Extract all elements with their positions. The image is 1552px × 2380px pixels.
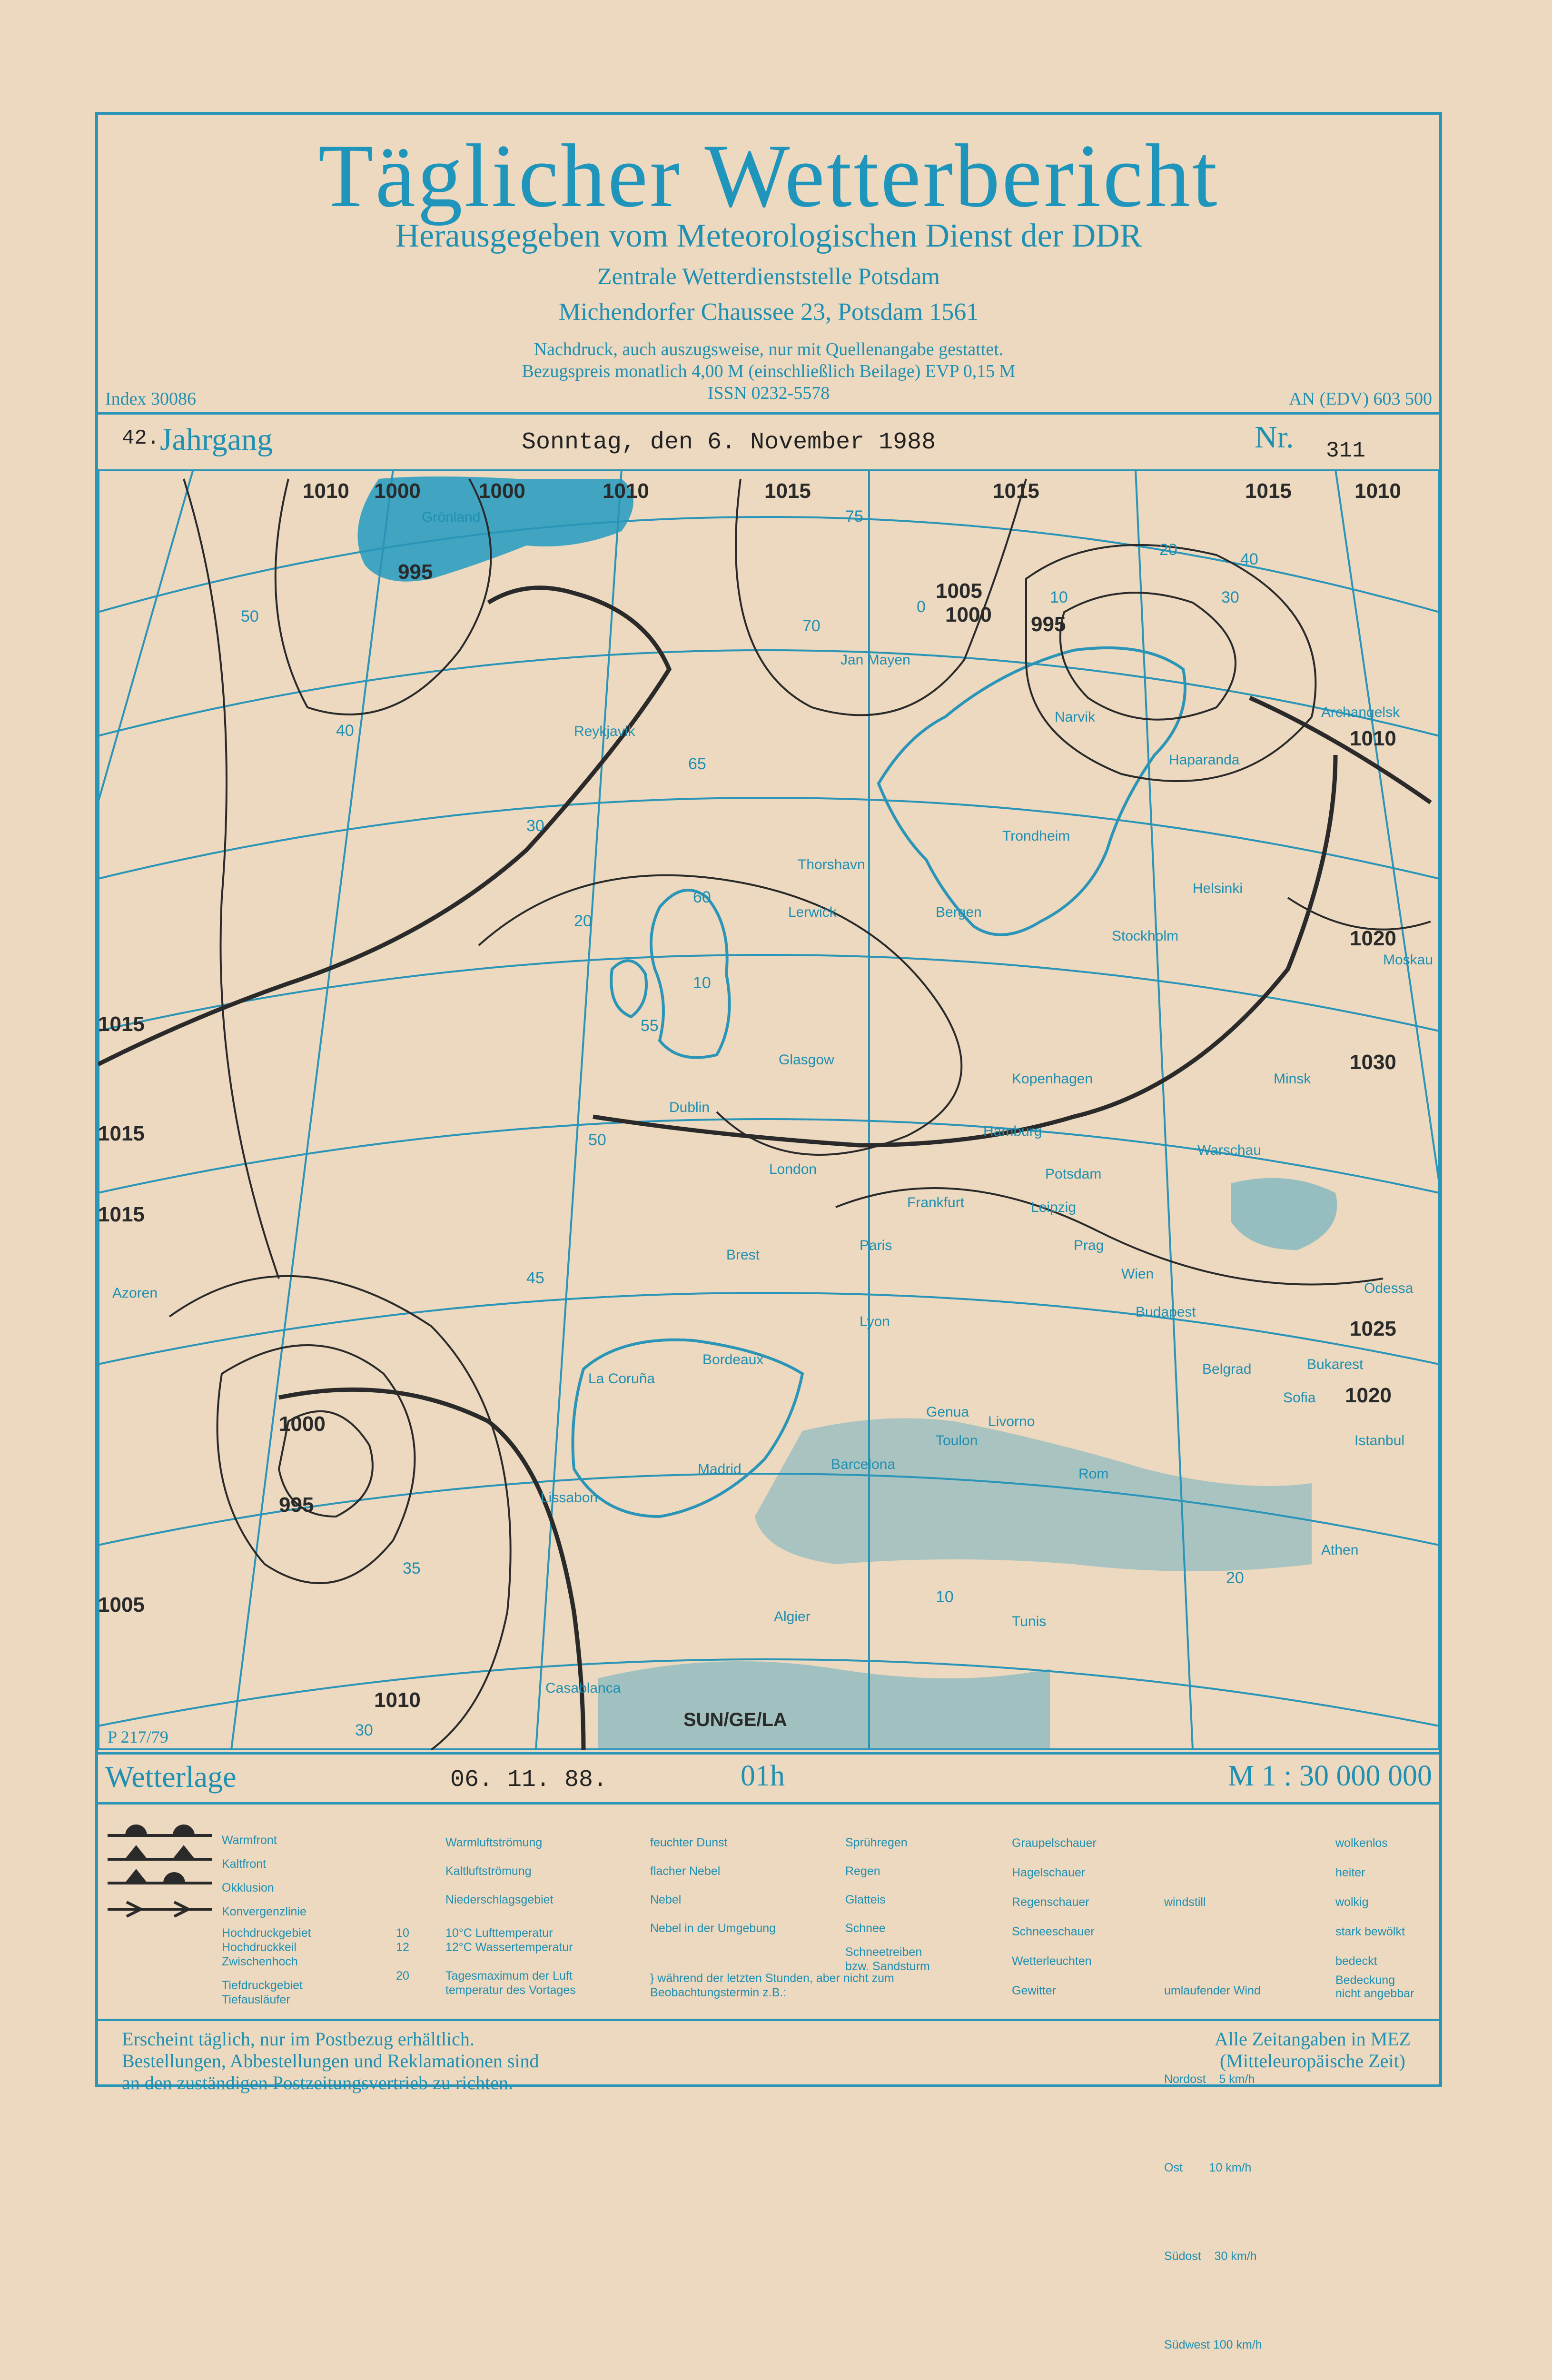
- an-edv-number: AN (EDV) 603 500: [1289, 389, 1432, 409]
- svg-text:1005: 1005: [98, 1593, 145, 1616]
- svg-text:1015: 1015: [993, 479, 1039, 503]
- svg-text:1000: 1000: [945, 603, 992, 626]
- svg-text:1010: 1010: [303, 479, 349, 503]
- legend-num-20: 20: [396, 1969, 409, 1983]
- notice: [98, 338, 1439, 404]
- nr-value: 311: [1326, 438, 1365, 463]
- svg-text:Bukarest: Bukarest: [1307, 1357, 1364, 1372]
- legend-gewitter: Gewitter: [1012, 1984, 1057, 1997]
- legend-wolkenlos: wolkenlos: [1335, 1836, 1388, 1850]
- svg-text:40: 40: [1240, 550, 1258, 568]
- svg-text:Lerwick: Lerwick: [788, 904, 837, 920]
- legend-wolkig: wolkig: [1335, 1895, 1369, 1909]
- svg-text:Azoren: Azoren: [112, 1285, 158, 1301]
- svg-text:30: 30: [355, 1721, 373, 1739]
- legend-temp-nums: [379, 1926, 426, 1983]
- legend-zwischenhoch: Zwischenhoch: [222, 1955, 298, 1968]
- svg-text:Odessa: Odessa: [1364, 1280, 1414, 1296]
- svg-text:10: 10: [936, 1588, 954, 1606]
- svg-text:Prag: Prag: [1074, 1238, 1104, 1253]
- legend-regen: Regen: [845, 1864, 880, 1878]
- map-scale: M 1 : 30 000 000: [1228, 1760, 1432, 1792]
- svg-text:Hamburg: Hamburg: [983, 1123, 1042, 1139]
- svg-text:35: 35: [403, 1559, 421, 1577]
- legend-col7: [1335, 1828, 1405, 1976]
- footer-line-3: an den zuständigen Postzeitungsvertrieb zu richten.: [122, 2072, 513, 2093]
- svg-text:30: 30: [1221, 588, 1239, 606]
- svg-text:10: 10: [693, 974, 711, 992]
- footer-right: [1215, 2028, 1411, 2072]
- legend-wetterleuchten: Wetterleuchten: [1012, 1954, 1092, 1968]
- svg-text:45: 45: [526, 1269, 544, 1287]
- svg-text:London: London: [769, 1161, 817, 1177]
- legend-regenschauer: Regenschauer: [1012, 1895, 1089, 1909]
- svg-text:Belgrad: Belgrad: [1202, 1361, 1252, 1377]
- svg-text:1010: 1010: [603, 479, 649, 503]
- legend-note-1: } während der letzten Stunden, aber nicht zum: [650, 1972, 894, 1985]
- svg-text:Livorno: Livorno: [988, 1414, 1035, 1429]
- svg-text:Haparanda: Haparanda: [1169, 752, 1240, 768]
- svg-text:10: 10: [1050, 588, 1068, 606]
- svg-text:20: 20: [1159, 541, 1177, 559]
- svg-text:Archangelsk: Archangelsk: [1321, 704, 1400, 720]
- legend-nordost: Nordost 5 km/h: [1164, 2073, 1255, 2086]
- svg-text:1000: 1000: [479, 479, 525, 503]
- svg-text:Jan Mayen: Jan Mayen: [840, 652, 910, 668]
- legend-warmluft: Warmluftströmung: [445, 1836, 543, 1849]
- svg-text:Potsdam: Potsdam: [1045, 1166, 1102, 1182]
- svg-text:1015: 1015: [98, 1122, 145, 1145]
- page-frame: [95, 112, 1442, 2351]
- svg-text:Lissabon: Lissabon: [541, 1490, 598, 1506]
- svg-text:Minsk: Minsk: [1274, 1071, 1311, 1087]
- svg-text:995: 995: [398, 560, 433, 584]
- svg-text:1015: 1015: [98, 1012, 145, 1036]
- legend-tagesmax-2: temperatur des Vortages: [445, 1983, 576, 1997]
- svg-text:1020: 1020: [1345, 1384, 1392, 1407]
- front-symbols: [108, 1819, 222, 2019]
- svg-text:Toulon: Toulon: [936, 1433, 978, 1448]
- footer-left: [122, 2028, 539, 2094]
- legend-lufttemp: 10°C Lufttemperatur: [445, 1926, 553, 1940]
- legend-tiefdruckgebiet: Tiefdruckgebiet: [222, 1979, 303, 1992]
- svg-text:Budapest: Budapest: [1136, 1304, 1196, 1320]
- map-bottom-rule: [98, 1752, 1439, 1755]
- publisher: Herausgegeben vom Meteorologischen Dienst der DDR: [395, 218, 1142, 254]
- legend-nebel-umgebung: Nebel in der Umgebung: [650, 1922, 776, 1935]
- svg-text:20: 20: [1226, 1569, 1244, 1587]
- legend-col4: [845, 1828, 908, 1943]
- legend-ost: Ost 10 km/h: [1164, 2161, 1252, 2174]
- svg-text:995: 995: [279, 1493, 314, 1517]
- svg-text:Casablanca: Casablanca: [545, 1680, 621, 1696]
- notice-line-2: Bezugspreis monatlich 4,00 M (einschließlich Beilage) EVP 0,15 M: [522, 361, 1016, 381]
- svg-text:1000: 1000: [374, 479, 421, 503]
- legend-schneetreiben: [845, 1945, 930, 1973]
- svg-text:1015: 1015: [1245, 479, 1292, 503]
- legend-note: [650, 1971, 894, 2000]
- svg-text:Paris: Paris: [860, 1238, 892, 1253]
- svg-text:65: 65: [688, 755, 706, 773]
- svg-text:1010: 1010: [374, 1688, 421, 1712]
- weather-map: [98, 469, 1439, 1750]
- legend-bedeckung: [1335, 1973, 1414, 2000]
- legend-col2: [445, 1828, 554, 1914]
- svg-text:Tunis: Tunis: [1012, 1614, 1047, 1629]
- svg-text:Bordeaux: Bordeaux: [702, 1352, 764, 1368]
- legend-note-2: Beobachtungstermin z.B.:: [650, 1986, 787, 1999]
- legend-flacher-nebel: flacher Nebel: [650, 1864, 721, 1878]
- svg-text:50: 50: [241, 607, 259, 625]
- svg-text:Narvik: Narvik: [1055, 709, 1096, 725]
- issn: ISSN 0232-5578: [707, 383, 830, 403]
- index-number: Index 30086: [105, 389, 197, 409]
- legend-windstill: windstill: [1164, 1895, 1206, 1909]
- legend-konvergenzlinie: Konvergenzlinie: [222, 1905, 306, 1918]
- svg-text:50: 50: [588, 1131, 606, 1149]
- svg-text:Barcelona: Barcelona: [831, 1457, 896, 1472]
- footer-right-2: (Mitteleuropäische Zeit): [1220, 2050, 1405, 2072]
- svg-text:Dublin: Dublin: [669, 1100, 710, 1115]
- svg-text:40: 40: [336, 722, 354, 740]
- legend-schneetreiben-1: Schneetreiben: [845, 1945, 922, 1959]
- svg-text:Lyon: Lyon: [860, 1314, 890, 1329]
- issue-date: Sonntag, den 6. November 1988: [522, 429, 936, 456]
- legend-schnee: Schnee: [845, 1922, 886, 1935]
- svg-text:La Coruña: La Coruña: [588, 1371, 655, 1387]
- svg-text:Brest: Brest: [726, 1247, 760, 1263]
- legend-hagel: Hagelschauer: [1012, 1866, 1086, 1879]
- svg-text:Warschau: Warschau: [1197, 1142, 1261, 1158]
- svg-text:Grönland: Grönland: [422, 509, 481, 525]
- legend-col3: [650, 1828, 776, 1943]
- legend-spruehregen: Sprühregen: [845, 1836, 908, 1849]
- header-rule: [98, 412, 1439, 415]
- svg-text:Algier: Algier: [774, 1609, 811, 1625]
- legend-bedeckung-2: nicht angebbar: [1335, 1987, 1414, 2000]
- legend-temps: [445, 1926, 576, 1997]
- svg-text:Rom: Rom: [1078, 1466, 1109, 1482]
- legend-stark-bewoelkt: stark bewölkt: [1335, 1925, 1405, 1938]
- svg-text:1000: 1000: [279, 1412, 326, 1436]
- svg-text:Thorshavn: Thorshavn: [798, 857, 865, 873]
- legend-bedeckung-1: Bedeckung: [1335, 1973, 1395, 1987]
- legend-umlaufend: umlaufender Wind: [1164, 1984, 1261, 1997]
- wetterlage-label: Wetterlage: [105, 1760, 237, 1794]
- notice-line-1: Nachdruck, auch auszugsweise, nur mit Quellenangabe gestattet.: [534, 339, 1004, 359]
- svg-text:1020: 1020: [1350, 927, 1396, 950]
- legend-glatteis: Glatteis: [845, 1893, 886, 1906]
- svg-text:70: 70: [802, 617, 820, 635]
- svg-text:Bergen: Bergen: [936, 904, 982, 920]
- svg-text:Genua: Genua: [926, 1404, 969, 1420]
- legend-suedwest: Südwest 100 km/h: [1164, 2338, 1262, 2351]
- legend-num-12: 12: [396, 1941, 409, 1954]
- svg-text:1030: 1030: [1350, 1051, 1396, 1074]
- legend-top-rule: [98, 1802, 1439, 1805]
- footer-right-1: Alle Zeitangaben in MEZ: [1214, 2028, 1411, 2050]
- legend-schneetreiben-2: bzw. Sandsturm: [845, 1960, 930, 1973]
- map-reference: P 217/79: [108, 1727, 168, 1746]
- svg-text:Glasgow: Glasgow: [779, 1052, 834, 1068]
- svg-text:Frankfurt: Frankfurt: [907, 1195, 965, 1210]
- legend-wassertemp: 12°C Wassertemperatur: [445, 1941, 573, 1954]
- svg-text:60: 60: [693, 888, 711, 906]
- jahrgang-label: Jahrgang: [160, 422, 273, 457]
- svg-text:995: 995: [1031, 613, 1066, 636]
- legend-niederschlag: Niederschlagsgebiet: [445, 1893, 554, 1906]
- svg-text:Athen: Athen: [1321, 1542, 1359, 1558]
- legend-hochdruckkeil: Hochdruckkeil: [222, 1941, 297, 1954]
- svg-text:Kopenhagen: Kopenhagen: [1012, 1071, 1093, 1087]
- svg-text:1025: 1025: [1350, 1317, 1396, 1340]
- legend-num-10: 10: [396, 1926, 409, 1940]
- legend-hochdruckgebiet: Hochdruckgebiet: [222, 1926, 311, 1940]
- legend-col1: [222, 1828, 306, 1924]
- office: Zentrale Wetterdienststelle Potsdam: [597, 263, 940, 289]
- svg-text:1015: 1015: [764, 479, 811, 503]
- legend-kaltfront: Kaltfront: [222, 1857, 267, 1871]
- legend-tiefauslaeufer: Tiefausläufer: [222, 1993, 290, 2006]
- legend-col6: [1164, 1828, 1262, 2380]
- svg-text:Sofia: Sofia: [1283, 1390, 1316, 1406]
- footer-line-2: Bestellungen, Abbestellungen und Reklamationen sind: [122, 2050, 539, 2072]
- svg-text:0: 0: [917, 598, 926, 616]
- svg-text:1010: 1010: [1350, 727, 1396, 750]
- legend-tagesmax: Tagesmaximum der Luft: [445, 1969, 573, 1983]
- map-time: 01h: [741, 1760, 785, 1792]
- jahrgang-number: 42.: [122, 426, 160, 450]
- svg-text:1015: 1015: [98, 1203, 145, 1226]
- page-title: Täglicher Wetterbericht: [318, 126, 1219, 226]
- legend-nebel: Nebel: [650, 1893, 682, 1906]
- svg-text:55: 55: [641, 1017, 659, 1035]
- legend-okklusion: Okklusion: [222, 1881, 274, 1894]
- svg-text:Madrid: Madrid: [698, 1461, 741, 1477]
- address: Michendorfer Chaussee 23, Potsdam 1561: [558, 298, 979, 326]
- legend-schneeschauer: Schneeschauer: [1012, 1925, 1095, 1938]
- svg-text:Moskau: Moskau: [1383, 952, 1433, 968]
- legend-warmfront: Warmfront: [222, 1834, 277, 1847]
- svg-text:Helsinki: Helsinki: [1193, 881, 1243, 896]
- svg-text:Leipzig: Leipzig: [1031, 1200, 1077, 1215]
- footer-rule: [98, 2019, 1439, 2021]
- legend-suedost: Südost 30 km/h: [1164, 2250, 1257, 2263]
- svg-text:Wien: Wien: [1121, 1266, 1154, 1282]
- map-date: 06. 11. 88.: [450, 1766, 608, 1794]
- svg-text:30: 30: [526, 817, 544, 835]
- legend-bedeckt: bedeckt: [1335, 1954, 1377, 1968]
- svg-text:Reykjavik: Reykjavik: [574, 724, 635, 739]
- legend-col5: [1012, 1828, 1097, 2005]
- footer-line-1: Erscheint täglich, nur im Postbezug erhältlich.: [122, 2028, 474, 2050]
- map-stamp: SUN/GE/LA: [683, 1709, 787, 1730]
- svg-text:Istanbul: Istanbul: [1354, 1433, 1405, 1448]
- legend-heiter: heiter: [1335, 1866, 1365, 1879]
- svg-text:20: 20: [574, 912, 592, 930]
- legend-graupel: Graupelschauer: [1012, 1836, 1097, 1850]
- svg-text:1010: 1010: [1354, 479, 1401, 503]
- svg-text:Trondheim: Trondheim: [1002, 828, 1070, 844]
- nr-label: Nr.: [1255, 420, 1294, 455]
- legend-feuchter-dunst: feuchter Dunst: [650, 1836, 728, 1849]
- svg-text:1005: 1005: [936, 579, 982, 603]
- svg-text:75: 75: [845, 507, 863, 526]
- legend-pressure: [222, 1926, 311, 2007]
- legend-kaltluft: Kaltluftströmung: [445, 1864, 532, 1878]
- svg-text:Stockholm: Stockholm: [1112, 928, 1179, 944]
